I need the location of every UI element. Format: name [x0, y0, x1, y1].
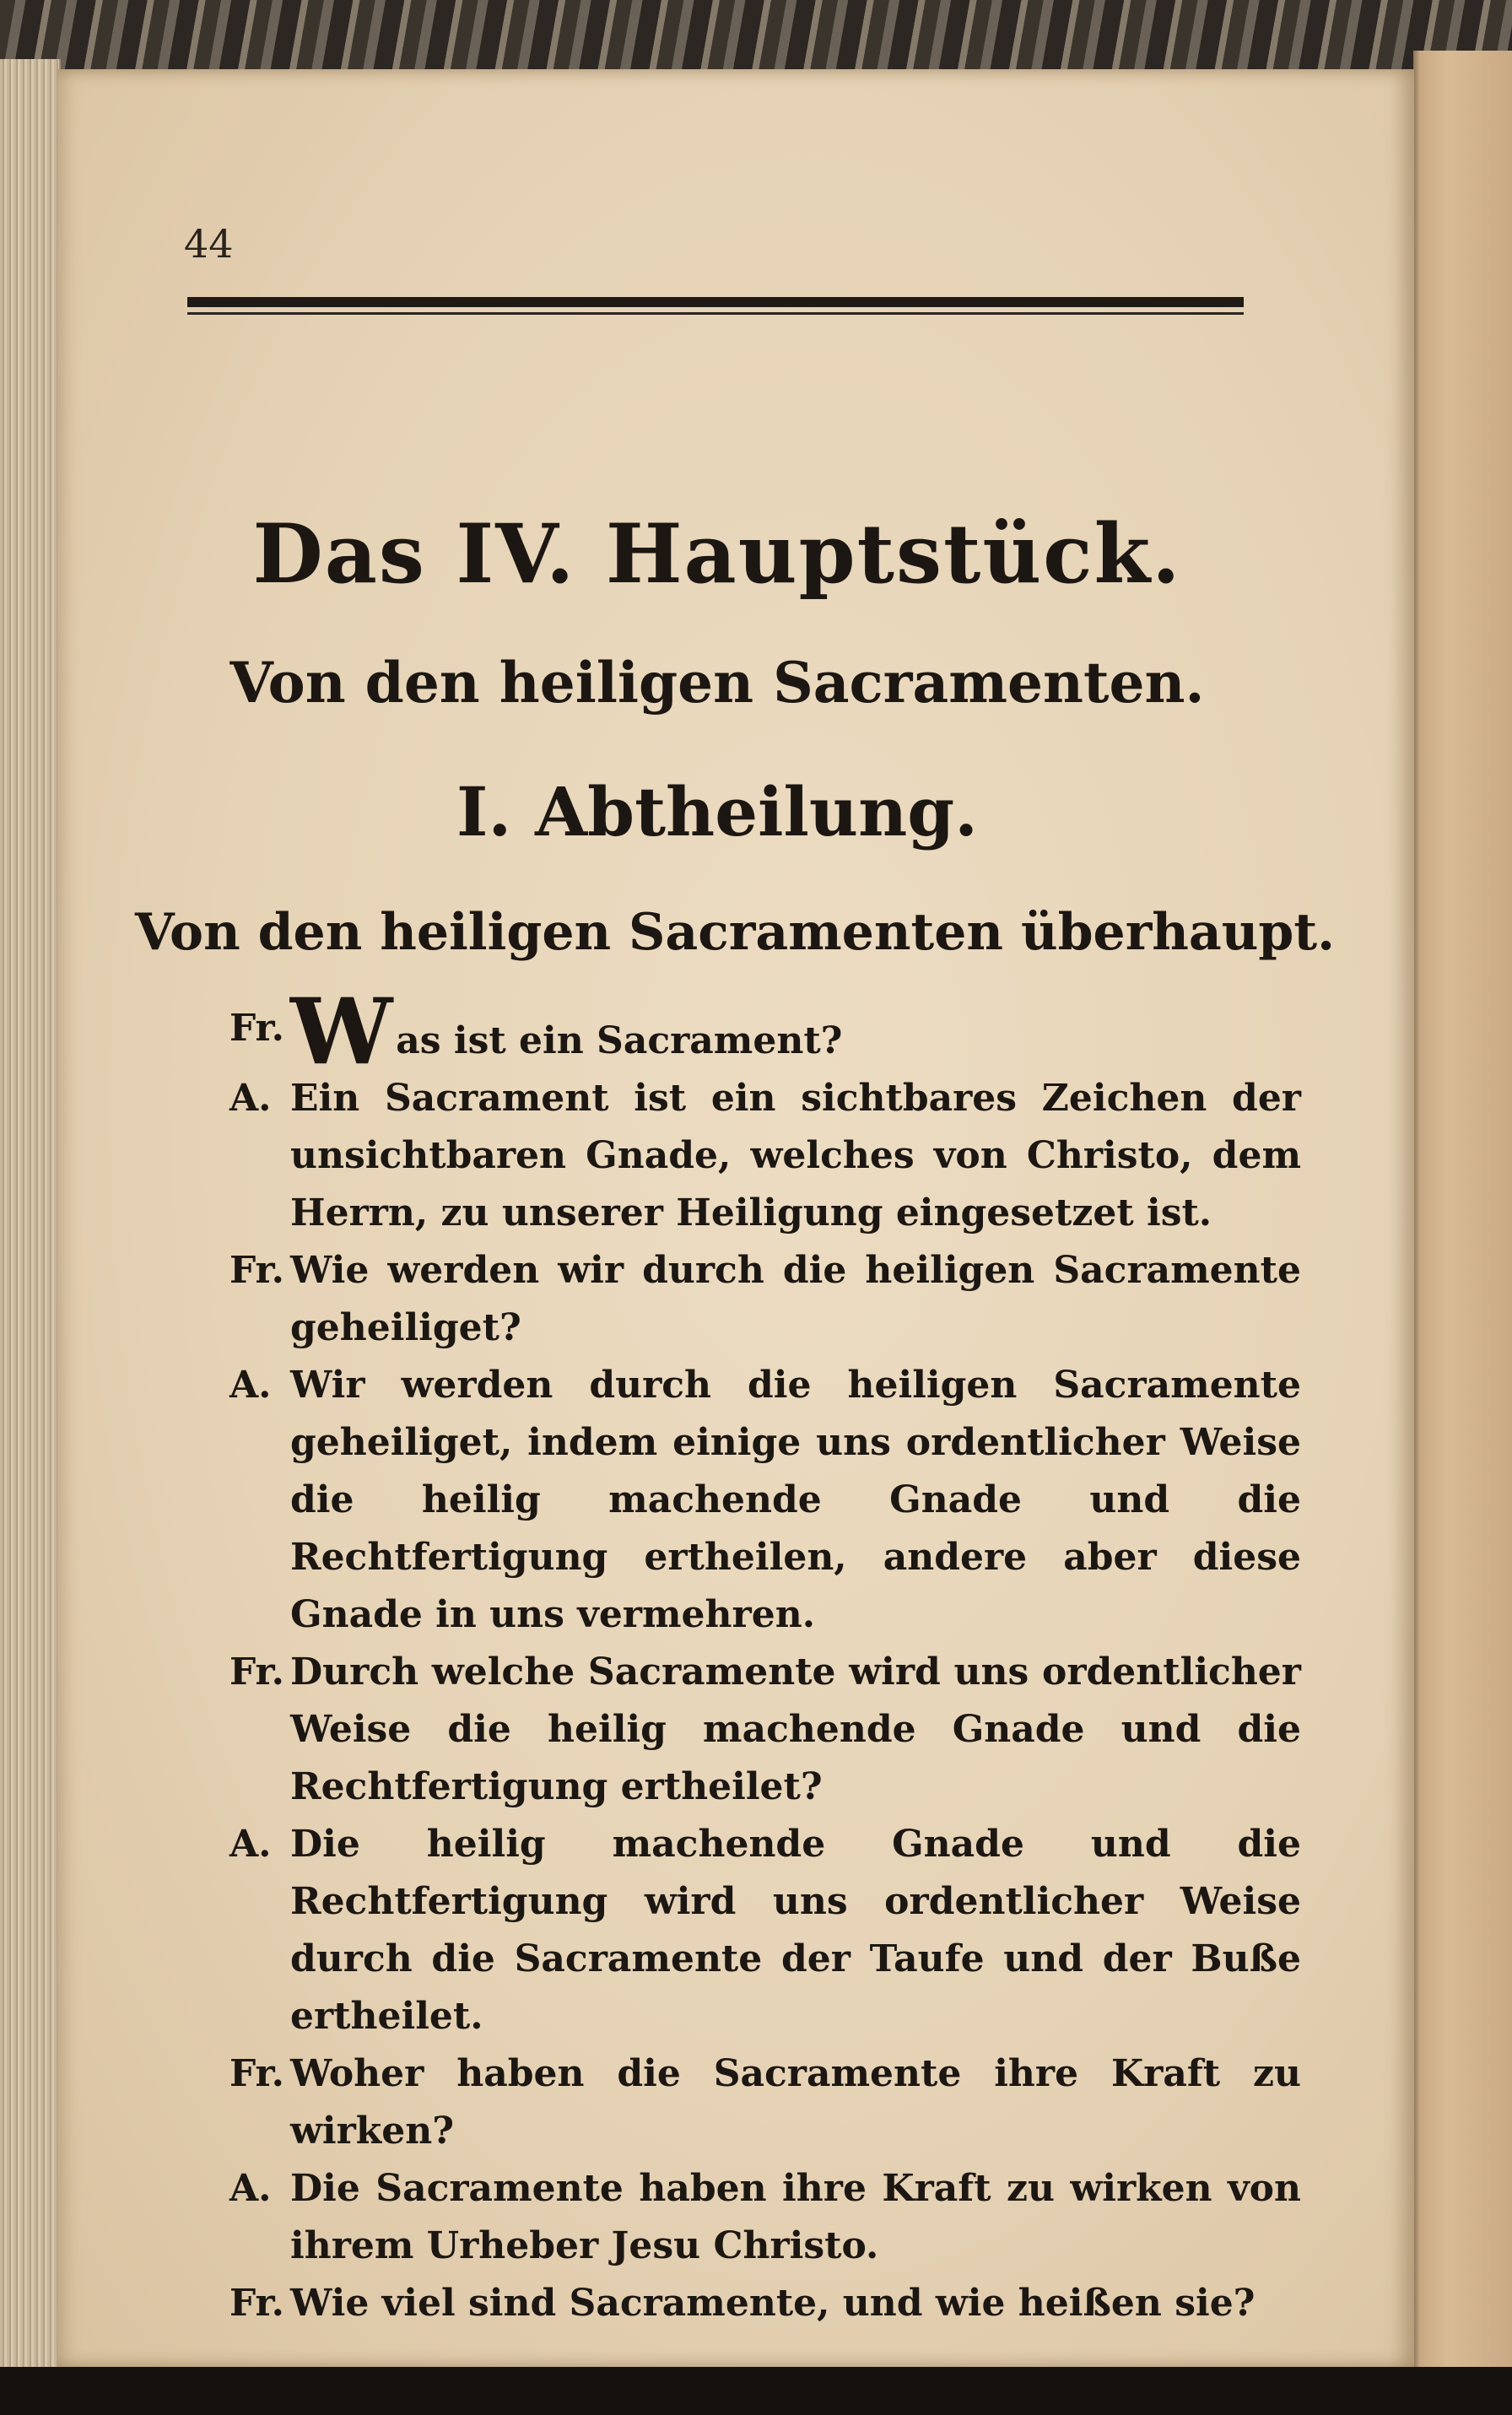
question: [230, 2275, 1301, 2332]
page-edges-left: [0, 59, 61, 2371]
question-label: Fr.: [230, 1651, 284, 1694]
question-text: as ist ein Sacrament?: [396, 1019, 843, 1062]
answer-label: A.: [230, 1077, 272, 1120]
chapter-title: Das IV. Hauptstück.: [252, 506, 1182, 602]
answer: [230, 2160, 1301, 2275]
scan-bottom-edge: [0, 2367, 1512, 2415]
answer: [230, 1070, 1301, 1242]
question-text: Durch welche Sacramente wird uns ordentlicher Weise die heilig machende Gnade und die Rechtfertigung ertheilet?: [290, 1651, 1301, 1808]
question: [230, 1644, 1301, 1816]
answer: [230, 1816, 1301, 2045]
catechism-text: [230, 979, 1301, 2332]
section-subtitle: Von den heiligen Sacramenten überhaupt.: [135, 903, 1335, 962]
question-text: Wie werden wir durch die heiligen Sacramente geheiliget?: [290, 1249, 1301, 1349]
answer-text: Die heilig machende Gnade und die Rechtfertigung wird uns ordentlicher Weise durch die Sacramente der Taufe und der Buße ertheilet.: [290, 1823, 1301, 2038]
next-page-edge: [1413, 51, 1512, 2371]
answer-text: Die Sacramente haben ihre Kraft zu wirken von ihrem Urheber Jesu Christo.: [290, 2167, 1301, 2267]
answer-label: A.: [230, 1364, 272, 1407]
question: [230, 1242, 1301, 1357]
header-rule-thin: [187, 312, 1244, 315]
chapter-subtitle: Von den heiligen Sacramenten.: [230, 650, 1205, 716]
header-rule: [187, 297, 1244, 307]
answer-label: A.: [230, 1823, 272, 1866]
page-number: 44: [184, 221, 234, 267]
question: [230, 979, 1301, 1085]
question-label: Fr.: [230, 2282, 284, 2325]
answer: [230, 1357, 1301, 1644]
question-text: Wie viel sind Sacramente, und wie heißen sie?: [290, 2282, 1256, 2325]
question-text: Woher haben die Sacramente ihre Kraft zu wirken?: [290, 2052, 1301, 2153]
section-title: I. Abtheilung.: [456, 772, 979, 851]
answer-text: Wir werden durch die heiligen Sacramente geheiliget, indem einige uns ordentlicher Weise die heilig machende Gnade und die Rechtfertigung ertheilen, andere aber diese Gnade in uns vermehren.: [290, 1364, 1301, 1636]
answer-text: Ein Sacrament ist ein sichtbares Zeichen der unsichtbaren Gnade, welches von Christo, dem Herrn, zu unserer Heiligung eingesetzet ist.: [290, 1077, 1301, 1235]
marbled-cover-edge: [0, 0, 1512, 76]
question: [230, 2045, 1301, 2160]
question-label: Fr.: [230, 1249, 284, 1292]
question-label: Fr.: [230, 1007, 284, 1050]
question-label: Fr.: [230, 2052, 284, 2095]
drop-cap: W: [290, 979, 393, 1085]
answer-label: A.: [230, 2167, 272, 2210]
